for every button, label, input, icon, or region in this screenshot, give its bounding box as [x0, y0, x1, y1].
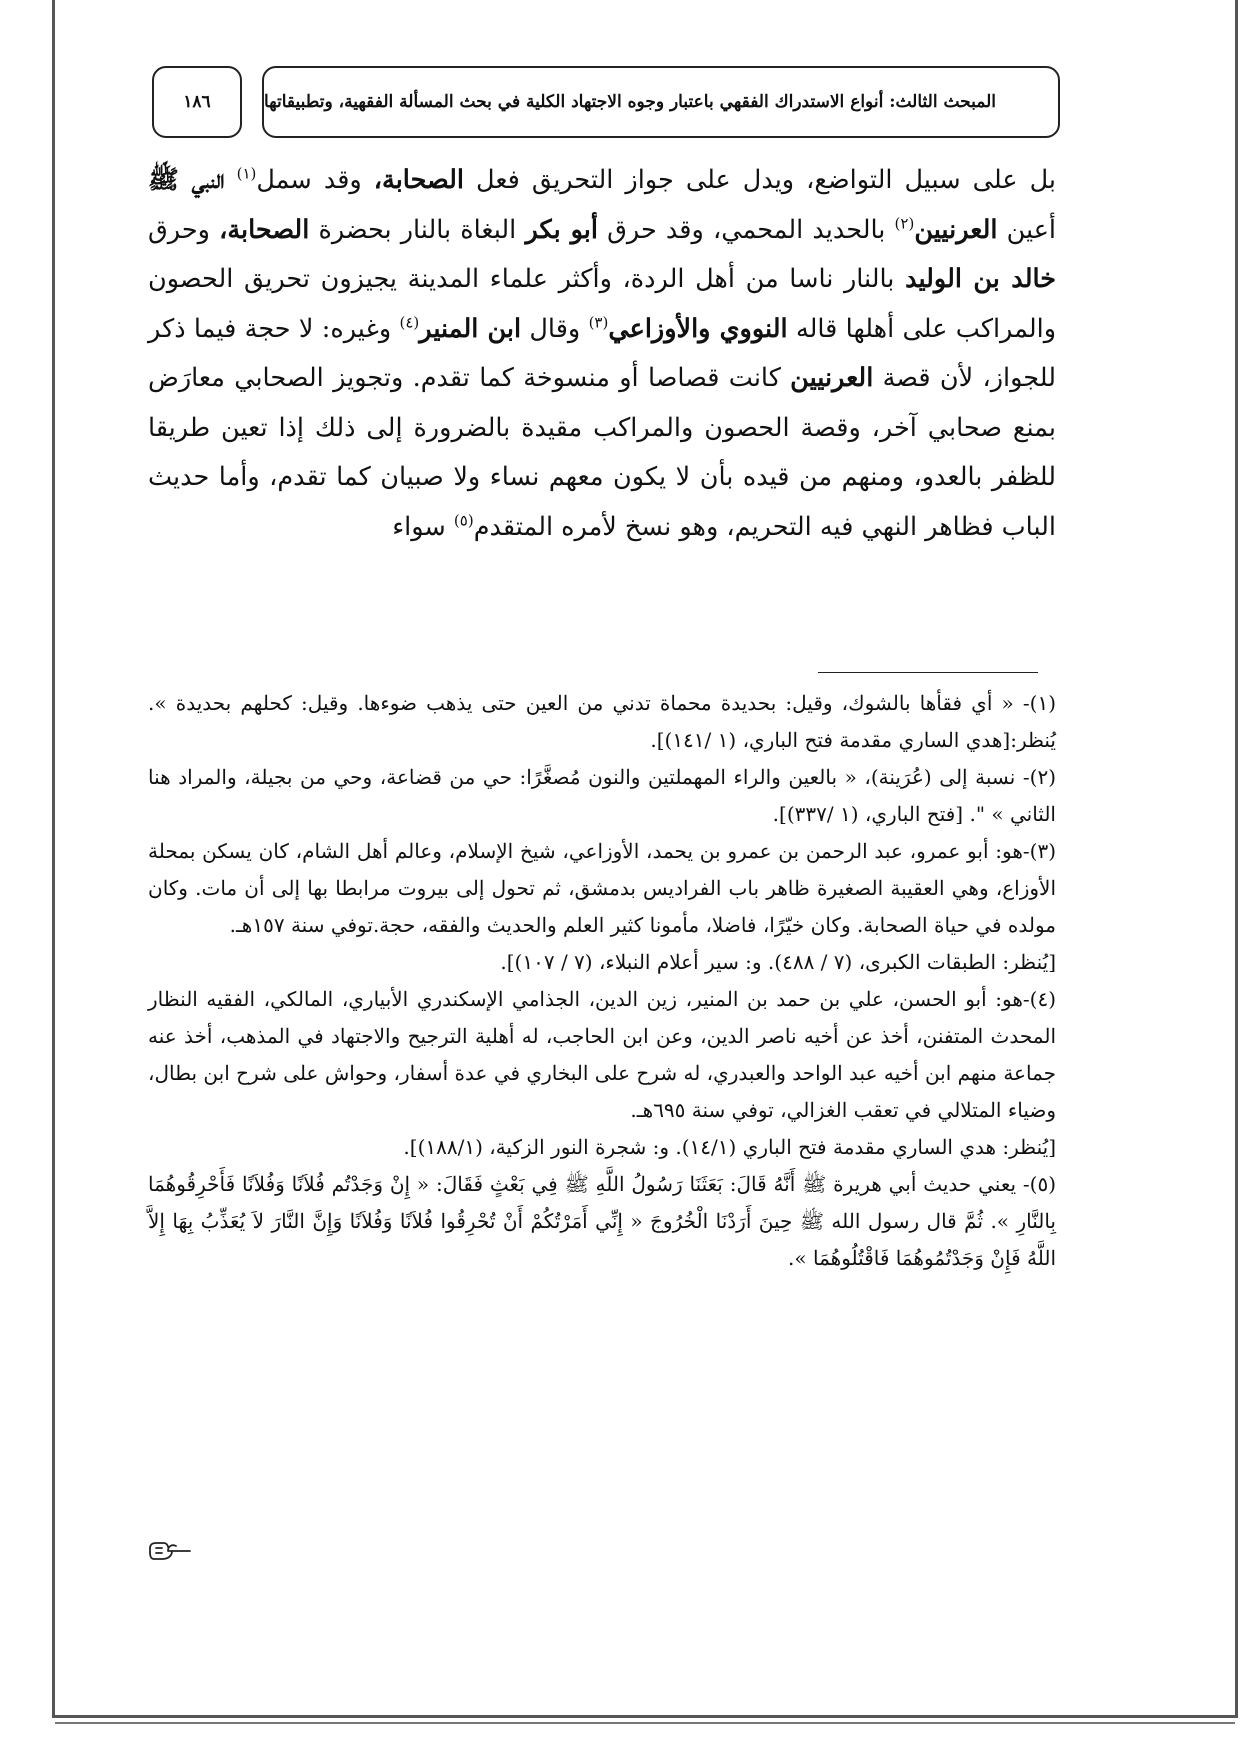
page-number: [152, 66, 242, 138]
bold-term: أبو بكر: [525, 214, 598, 245]
text-run: البغاة بالنار بحضرة: [309, 214, 526, 245]
footnotes-section: [148, 685, 1056, 1277]
footnote-ref-4[interactable]: (٤): [399, 313, 420, 331]
text-run: بالحديد المحمي، وقد حرق: [597, 214, 895, 245]
header-title: المبحث الثالث: أنواع الاستدراك الفقهي باعتبار وجوه الاجتهاد الكلية في بحث المسألة الفقهية، وتطبيقاتها: [264, 92, 997, 112]
text-run: وحرق: [148, 214, 220, 245]
page-number-text: ١٨٦: [183, 92, 211, 112]
footnote-5: (٥)- يعني حديث أبي هريرة ﷺ أَنَّهُ قَالَ: بَعَثَنَا رَسُولُ اللَّهِ ﷺ فِي بَعْثٍ فَقَالَ: « إِنْ وَجَدْتُم فُلاَنًا وَفُلاَنًا فَأَحْرِقُوهُمَا بِالنَّارِ ». ثُمَّ قال رسول الله ﷺ حِينَ أَرَدْنَا الْخُرُوجَ « إِنِّي أَمَرْتُكُمْ أَنْ تُحْرِقُوا فُلاَنًا وَفُلاَنًا وَإِنَّ النَّارَ لاَ يُعَذِّبُ بِهَا إِلاَّ اللَّهُ فَإِنْ وَجَدْتُمُوهُمَا فَاقْتُلُوهُمَا ».: [148, 1172, 1056, 1270]
bold-term: العرنيين: [914, 214, 998, 245]
bold-term: ابن المنير: [419, 313, 522, 344]
text-run: كانت قصاصا أو منسوخة كما تقدم. وتجويز الصحابي معارَض بمنع صحابي آخر، وقصة الحصون والمراكب مقيدة بالضرورة إلى ذلك إذا تعين طريقا للظفر بالعدو، ومنهم من قيده بأن لا يكون معهم نساء ولا صبيان كما تقدم، وأما حديث الباب فظاهر النهي فيه التحريم، وهو نسخ لأمره المتقدم: [148, 363, 1056, 542]
footnote-ref-5[interactable]: (٥): [453, 511, 474, 529]
text-run: سواء: [392, 511, 454, 542]
running-header: [262, 66, 1060, 138]
footnote-3-ref: [يُنظر: الطبقات الكبرى، (٧ / ٤٨٨). و: سير أعلام النبلاء، (٧ / ١٠٧)].: [500, 950, 1056, 974]
footnote-1: (١)- « أي فقأها بالشوك، وقيل: بحديدة محماة تدني من العين حتى يذهب ضوءها. وقيل: كحلهم بحديدة ». يُنظر:[هدي الساري مقدمة فتح الباري، (١ /١٤١)].: [148, 691, 1056, 752]
text-run: [225, 165, 237, 195]
footnote-4-ref: [يُنظر: هدي الساري مقدمة فتح الباري (١٤/١). و: شجرة النور الزكية، (١٨٨/١)].: [403, 1135, 1056, 1159]
text-run: بالنار ناسا من أهل الردة، وأكثر علماء المدينة يجيزون تحريق الحصون والمراكب على أهلها قاله: [148, 264, 1057, 344]
text-run: أعين: [997, 214, 1057, 245]
bold-term: العرنيين: [790, 363, 874, 393]
text-run: وقد سمل: [256, 165, 374, 195]
bold-term: النبي ﷺ: [148, 165, 225, 195]
text-run: بل على سبيل التواضع، ويدل على جواز التحريق فعل: [464, 165, 1056, 195]
footnote-ref-3[interactable]: (٣): [588, 313, 609, 331]
bold-term: الصحابة،: [373, 165, 464, 195]
bold-term: النووي والأوزاعي: [608, 313, 788, 344]
text-run: وغيره: لا حجة فيما ذكر للجواز، لأن قصة: [148, 313, 1056, 393]
bold-term: خالد بن الوليد: [905, 264, 1056, 294]
footnote-2: (٢)- نسبة إلى (عُرَينة)، « بالعين والراء المهملتين والنون مُصغَّرًا: حي من قضاعة، وحي من بجيلة، والمراد هنا الثاني » ". [فتح الباري، (١ /٣٣٧)].: [148, 765, 1056, 826]
footnote-ref-1[interactable]: (١): [236, 164, 257, 183]
text-run: وقال: [521, 313, 589, 344]
pointing-hand-icon: [148, 1538, 192, 1564]
main-paragraph: [148, 156, 1056, 552]
footnote-ref-2[interactable]: (٢): [894, 214, 915, 232]
bold-term: الصحابة،: [219, 214, 310, 245]
footnote-4: (٤)-هو: أبو الحسن، علي بن حمد بن المنير، زين الدين، الجذامي الإسكندري الأبياري، المالكي، الفقيه النظار المحدث المتفنن، أخذ عن أخيه ناصر الدين، وعن ابن الحاجب، له أهلية الترجيح والاجتهاد في المذهب، أخذ عنه جماعة منهم ابن أخيه عبد الواحد والعبدري، له شرح على البخاري في عدة أسفار، وحواش على شرح ابن بطال، وضياء المتلالي في تعقب الغزالي، توفي سنة ٦٩٥هـ.: [148, 987, 1057, 1122]
footnote-separator: [818, 672, 1038, 673]
footnote-3: (٣)-هو: أبو عمرو، عبد الرحمن بن عمرو بن يحمد، الأوزاعي، شيخ الإسلام، وعالم أهل الشام، كان يسكن بمحلة الأوزاع، وهي العقيبة الصغيرة ظاهر باب الفراديس بدمشق، ثم تحول إلى بيروت مرابطا بها إلى أن مات. وكان مولده في حياة الصحابة. وكان خيّرًا، فاضلا، مأمونا كثير العلم والحديث والفقه، حجة.توفي سنة ١٥٧هـ.: [148, 839, 1056, 937]
